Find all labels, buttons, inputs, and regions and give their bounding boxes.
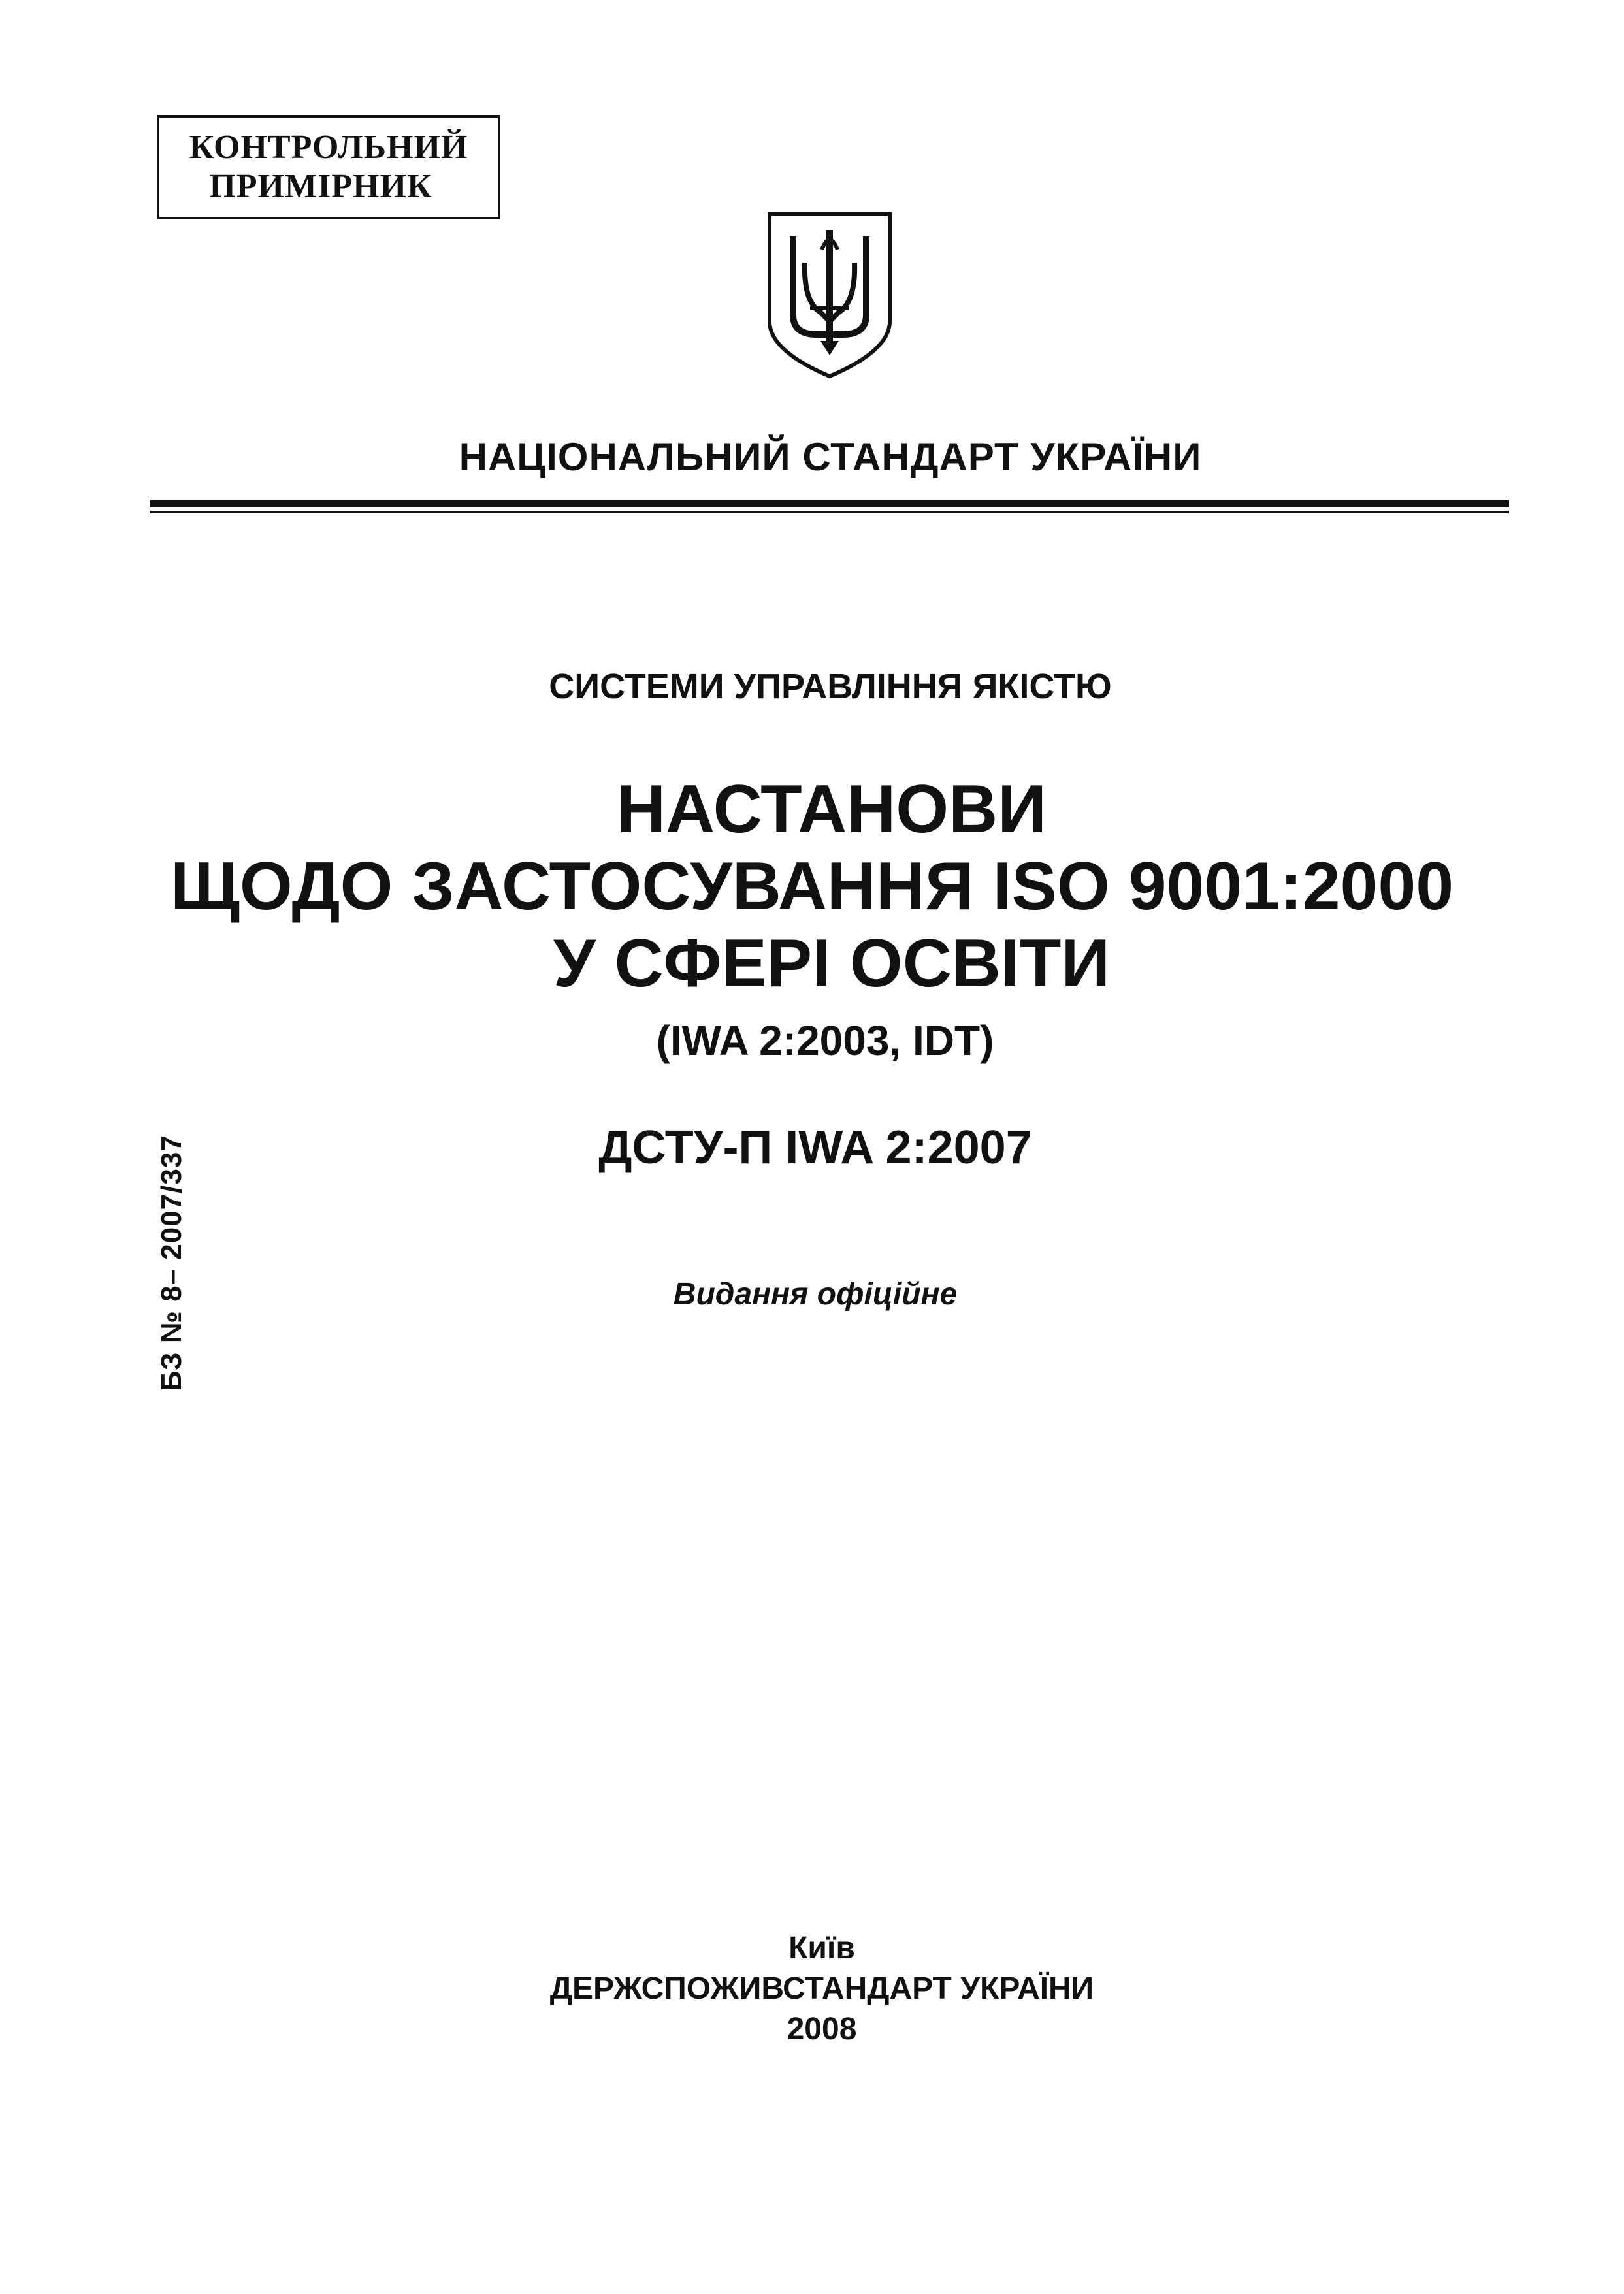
title-line-1: НАСТАНОВИ bbox=[616, 771, 1047, 847]
official-edition-note: Видання офіційне bbox=[673, 1277, 958, 1312]
standard-designation: ДСТУ-П IWA 2:2007 bbox=[598, 1122, 1032, 1174]
header-divider-thin bbox=[150, 511, 1509, 513]
header-divider-thick bbox=[150, 500, 1509, 507]
control-copy-stamp bbox=[157, 115, 500, 219]
stamp-line-2: ПРИМІРНИК bbox=[209, 168, 432, 205]
imprint-city: Київ bbox=[788, 1931, 855, 1965]
document-title bbox=[0, 771, 1624, 1002]
title-line-2: ЩОДО ЗАСТОСУВАННЯ ISO 9001:2000 bbox=[170, 848, 1454, 924]
national-standard-heading: НАЦІОНАЛЬНИЙ СТАНДАРТ УКРАЇНИ bbox=[459, 435, 1202, 479]
imprint-year: 2008 bbox=[787, 2012, 857, 2046]
title-line-3: У СФЕРІ ОСВІТИ bbox=[553, 926, 1111, 1001]
document-series: СИСТЕМИ УПРАВЛІННЯ ЯКІСТЮ bbox=[549, 667, 1112, 706]
identity-note: (IWA 2:2003, IDT) bbox=[656, 1017, 994, 1064]
trident-coat-of-arms-icon bbox=[764, 210, 895, 380]
imprint-publisher: ДЕРЖСПОЖИВСТАНДАРТ УКРАЇНИ bbox=[549, 1971, 1094, 2006]
stamp-line-1: КОНТРОЛЬНИЙ bbox=[189, 129, 468, 166]
side-registration-code: БЗ № 8– 2007/337 bbox=[155, 1135, 187, 1391]
publication-imprint bbox=[0, 1928, 1624, 2050]
